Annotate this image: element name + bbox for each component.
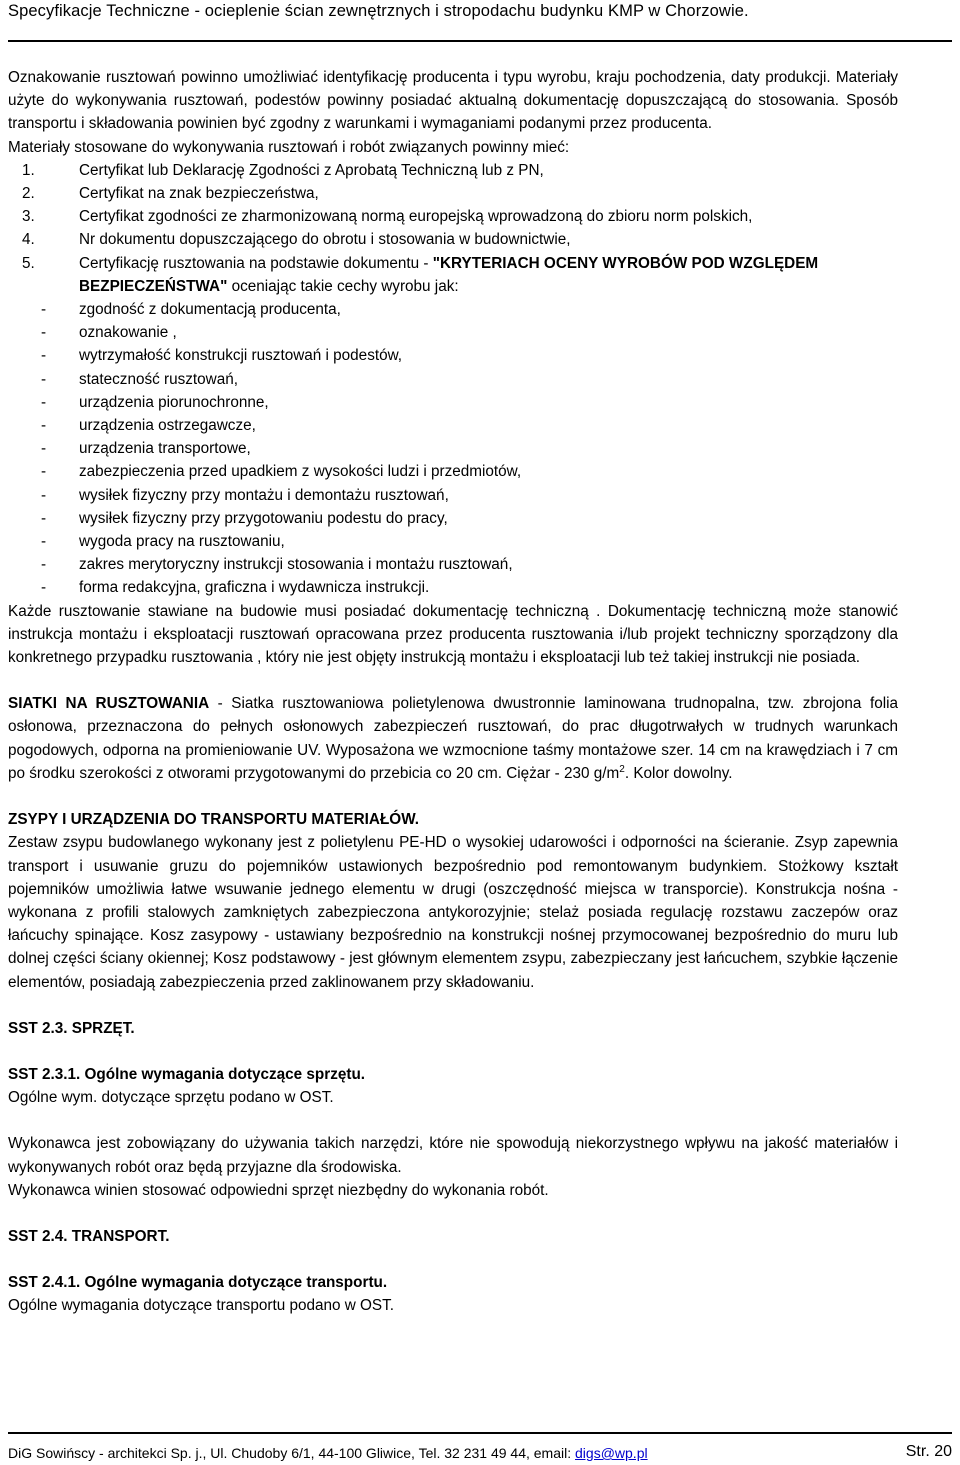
header-title: Specyfikacje Techniczne - ocieplenie ścian zewnętrznych i stropodachu budynku KMP w Chorzowie.: [8, 2, 749, 20]
zsypy-heading: ZSYPY I URZĄDZENIA DO TRANSPORTU MATERIAŁÓW.: [8, 811, 420, 829]
siatki-paragraph: SIATKI NA RUSZTOWANIA - Siatka rusztowaniowa polietylenowa dwustronnie laminowana trudnopalna, tzw. zbrojona folia osłonowa, przeznaczona do pełnych osłonowych zabezpieczeń rusztowań, do prac długotrwałych w trudnych warunkach pogodowych, odporna na promieniowanie UV. Wyposażona we wzmocnione taśmy montażowe szer. 14 cm na krawędziach i 7 cm po środku szerokości z otworami przygotowanymi do przebicia co 20 cm. Ciężar - 230 $g/m^2$. Kolor dowolny.: [8, 695, 899, 782]
list-item: - zakres merytoryczny instrukcji stosowania i montażu rusztowań,: [41, 556, 513, 574]
sst-2-4-1-text: Ogólne wymagania dotyczące transportu podano w OST.: [8, 1297, 395, 1315]
criteria-title: "KRYTERIACH OCENY WYROBÓW POD WZGLĘDEM BEZPIECZEŃSTWA": [79, 254, 819, 295]
list-item: - oznakowanie ,: [41, 324, 177, 342]
list-item: 2. Certyfikat na znak bezpieczeństwa,: [22, 185, 319, 203]
sst-2-4-1-heading: SST 2.4.1. Ogólne wymagania dotyczące transportu.: [8, 1274, 388, 1292]
siatki-heading: SIATKI NA RUSZTOWANIA: [8, 695, 210, 713]
list-item: - wysiłek fizyczny przy przygotowaniu podestu do pracy,: [41, 509, 448, 527]
list-item: 5. Certyfikację rusztowania na podstawie dokumentu - "KRYTERIACH OCENY WYROBÓW POD WZGLĘDEM BEZPIECZEŃSTWA" oceniając takie cechy wyrobu jak:: [22, 254, 819, 295]
page-header: [8, 0, 952, 42]
sst-2-3-1-heading: SST 2.3.1. Ogólne wymagania dotyczące sprzętu.: [8, 1065, 366, 1083]
sst-2-3-1-text: Ogólne wym. dotyczące sprzętu podano w OST.: [8, 1089, 334, 1107]
list-item: - zgodność z dokumentacją producenta,: [41, 301, 341, 319]
requirements-list: [8, 159, 898, 298]
list-item: 3. Certyfikat zgodności ze zharmonizowaną normą europejską wprowadzoną do zbioru norm polskich,: [22, 208, 753, 226]
documentation-paragraph: Każde rusztowanie stawiane na budowie musi posiadać dokumentację techniczną . Dokumentację techniczną może stanowić instrukcja montażu i eksploatacji rusztowań opracowana przez producenta rusztowania i/lub projekt techniczny sporządzony dla konkretnego przypadku rusztowania , który nie jest objęty instrukcją montażu i eksploatacji lub też takiej instrukcji nie posiada.: [8, 602, 898, 667]
list-item: 4. Nr dokumentu dopuszczającego do obrotu i stosowania w budownictwie,: [22, 231, 571, 249]
list-item: - wytrzymałość konstrukcji rusztowań i podestów,: [41, 347, 403, 365]
email-link[interactable]: digs@wp.pl: [575, 1445, 648, 1461]
list-item: 1. Certyfikat lub Deklarację Zgodności z Aprobatą Techniczną lub z PN,: [22, 161, 544, 179]
list-item: - zabezpieczenia przed upadkiem z wysokości ludzi i przedmiotów,: [41, 463, 522, 481]
list-item: - stateczność rusztowań,: [41, 370, 238, 388]
page-number: Str. 20: [905, 1443, 952, 1460]
zsypy-paragraph: Zestaw zsypu budowlanego wykonany jest z polietylenu PE-HD o wysokiej udarowości i odporności na ścieranie. Zsyp zapewnia transport i usuwanie gruzu do pojemników ustawionych bezpośrednio pod remontowanym budynkiem. Stożkowy kształt pojemników umożliwia łatwe wsuwanie jednego elementu w drugi (oszczędność miejsca w transporcie). Konstrukcja nośna - wykonana z profili stalowych zamkniętych zabezpieczona antykorozyjnie; stelaż posiada regulację rozstawu zaczepów oraz łańcuchy spinające. Kosz zasypowy - ustawiany bezpośrednio na konstrukcji nośnej przymocowanej bezpośrednio do muru lub dolnej części ściany okiennej; Kosz podstawowy - jest głównym elementem zsypu, zabezpieczany jest łańcuchem, szybkie łączenie elementów, posiadają zabezpieczenia przed zaklinowanem przy składowaniu.: [8, 834, 898, 991]
materials-intro: Materiały stosowane do wykonywania rusztowań i robót związanych powinny mieć:: [8, 138, 570, 156]
sst-2-4-heading: SST 2.4. TRANSPORT.: [8, 1227, 170, 1245]
intro-paragraph: Oznakowanie rusztowań powinno umożliwiać identyfikację producenta i typu wyrobu, kraju pochodzenia, daty produkcji. Materiały użyte do wykonywania rusztowań, podestów powinny posiadać aktualną dokumentację dopuszczającą do stosowania. Sposób transportu i składowania powinien być zgodny z warunkami i wymaganiami podanymi przez producenta.: [8, 69, 898, 133]
list-item: - wygoda pracy na rusztowaniu,: [41, 533, 285, 551]
sst-2-3-heading: SST 2.3. SPRZĘT.: [8, 1019, 135, 1037]
list-item: - urządzenia transportowe,: [41, 440, 251, 458]
list-item: - urządzenia piorunochronne,: [41, 393, 269, 411]
list-item: - wysiłek fizyczny przy montażu i demontażu rusztowań,: [41, 486, 449, 504]
wykonawca-paragraph: Wykonawca jest zobowiązany do używania takich narzędzi, które nie spowodują niekorzystnego wpływu na jakość materiałów i wykonywanych robót oraz będą przyjazne dla środowiska.: [8, 1135, 898, 1176]
document-body: [8, 66, 898, 1318]
footer-contact: DiG Sowińscy - architekci Sp. j., Ul. Chudoby 6/1, 44-100 Gliwice, Tel. 32 231 49 44, email: digs@wp.pl: [8, 1445, 648, 1461]
page-footer: [8, 1432, 952, 1464]
list-item: - forma redakcyjna, graficzna i wydawnicza instrukcji.: [41, 579, 430, 597]
list-item: - urządzenia ostrzegawcze,: [41, 417, 256, 435]
wykonawca-equipment: Wykonawca winien stosować odpowiedni sprzęt niezbędny do wykonania robót.: [8, 1181, 549, 1199]
features-list: [8, 298, 898, 600]
